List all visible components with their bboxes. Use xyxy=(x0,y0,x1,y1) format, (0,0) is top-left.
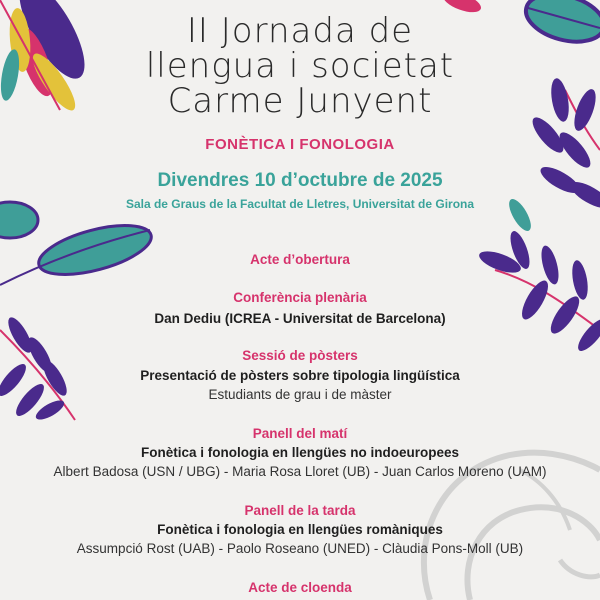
event-date: Divendres 10 d’octubre de 2025 xyxy=(157,170,443,191)
afternoon-panel-people: Assumpció Rost (UAB) - Paolo Roseano (UNED) - Clàudia Pons-Moll (UB) xyxy=(76,541,524,556)
fern-right-lower xyxy=(477,196,600,355)
morning-panel-title: Fonètica i fonologia en llengües no indoeuropees xyxy=(140,445,460,460)
event-title xyxy=(0,11,600,121)
title-line-3: Carme Junyent xyxy=(167,81,433,121)
event-venue: Sala de Graus de la Facultat de Lletres, Universitat de Girona xyxy=(125,197,475,211)
morning-panel-heading: Panell del matí xyxy=(252,426,348,441)
title-line-1: II Jornada de xyxy=(186,11,414,51)
plenary-speaker: Dan Dediu (ICREA - Universitat de Barcelona) xyxy=(154,311,446,326)
posters-heading: Sessió de pòsters xyxy=(242,348,358,363)
closing-heading: Acte de cloenda xyxy=(248,580,352,595)
opening-heading: Acte d’obertura xyxy=(250,252,350,267)
afternoon-panel-heading: Panell de la tarda xyxy=(244,503,356,518)
title-line-2: llengua i societat xyxy=(145,46,455,86)
plenary-heading: Conferència plenària xyxy=(233,290,367,305)
morning-panel-people: Albert Badosa (USN / UBG) - Maria Rosa Lloret (UB) - Juan Carlos Moreno (UAM) xyxy=(53,464,547,479)
event-subtitle: FONÈTICA I FONOLOGIA xyxy=(205,136,395,153)
afternoon-panel-title: Fonètica i fonologia en llengües romàniques xyxy=(157,522,443,537)
posters-title: Presentació de pòsters sobre tipologia lingüística xyxy=(140,368,460,383)
posters-people: Estudiants de grau i de màster xyxy=(208,387,392,402)
leaf-left-middle xyxy=(0,202,156,285)
